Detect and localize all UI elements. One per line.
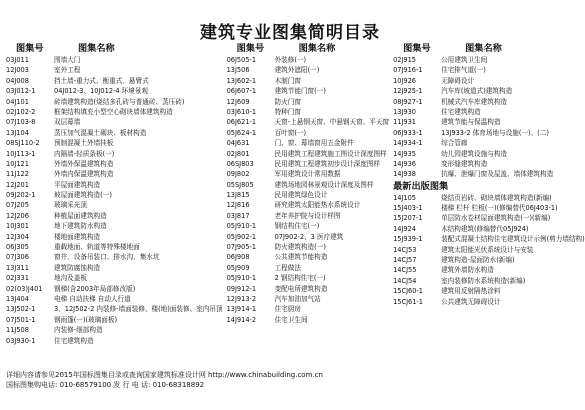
atlas-row (227, 221, 389, 231)
atlas-row (227, 211, 389, 221)
atlas-code: 14J924 (393, 224, 416, 233)
header-code: 图集号 (16, 43, 44, 54)
atlas-row (6, 159, 223, 169)
atlas-name: 07J902-2、3 医疗建筑 (274, 232, 344, 241)
atlas-name: 挡土墙-重力式、衡重式、悬臂式 (54, 76, 149, 85)
atlas-name: 幼儿园建筑设施与构造 (441, 149, 508, 158)
header-name: 图集名称 (465, 43, 502, 54)
atlas-code: 12J609 (226, 97, 250, 106)
atlas-row (393, 286, 585, 296)
atlas-code: 14J934-1 (393, 139, 423, 148)
atlas-name: 烧结页岩砖、砌块墙体建筑构造(新编) (441, 193, 552, 202)
atlas-row (227, 65, 389, 75)
footer-phone-line: 国标图集购电话: 010-68579100 发 行 电 话: 010-68318892 (6, 381, 205, 389)
atlas-row (393, 265, 585, 275)
atlas-code: 15J939-1 (393, 235, 423, 244)
atlas-row (6, 232, 223, 242)
catalog-columns (6, 43, 585, 361)
atlas-name: 框架结构填充小型空心砌块墙体建筑构造 (54, 107, 173, 116)
atlas-row (6, 284, 223, 294)
atlas-row (393, 245, 585, 255)
atlas-row (227, 180, 389, 190)
atlas-code: 03J012-1 (6, 87, 36, 96)
atlas-name: 窗井、设备吊装口、排水沟、集水坑 (54, 253, 160, 262)
atlas-row (6, 138, 223, 148)
atlas-row (6, 169, 223, 179)
atlas-code: 06J621-1 (226, 118, 257, 127)
atlas-row (393, 128, 585, 138)
atlas-name: 特种门窗 (274, 107, 301, 116)
atlas-code: 15CJ61-1 (393, 297, 423, 306)
atlas-name: 机械式汽车库建筑构造 (441, 97, 508, 106)
atlas-code: 05J909 (226, 263, 250, 272)
atlas-code: 13J311 (6, 263, 29, 272)
atlas-code: 14J914-2 (226, 315, 257, 324)
atlas-name: 楼梯 栏杆 栏板(一)(修编替代06J403-1) (441, 204, 558, 213)
header-code: 图集号 (236, 43, 265, 54)
atlas-row (227, 97, 389, 107)
atlas-code: 13J914-1 (226, 305, 257, 314)
atlas-row (393, 234, 585, 244)
atlas-name: 3、12J502-2 内装修-墙面装修、楼(地)面装修、室内吊顶 (54, 305, 223, 314)
atlas-code: 14J935 (393, 149, 416, 158)
atlas-row (6, 200, 223, 210)
atlas-code: 12J304 (6, 232, 29, 241)
atlas-name: 蒸压加气混凝土砌块、板材构造 (54, 128, 147, 137)
atlas-name: 防火建筑构造(一) (274, 243, 326, 252)
atlas-code: 13J602-1 (226, 76, 257, 85)
atlas-row (227, 86, 389, 96)
atlas-row (227, 232, 389, 242)
atlas-code: 07J306 (6, 253, 29, 262)
atlas-code: 13J506 (226, 66, 250, 75)
atlas-code: 06J933-1 (393, 128, 423, 137)
atlas-name: 老年养护院与设计样图 (274, 211, 341, 220)
atlas-row (6, 294, 223, 304)
atlas-row (6, 180, 223, 190)
atlas-row (393, 76, 585, 86)
atlas-code: 03J610-1 (226, 107, 257, 116)
atlas-name: 2 钢结构住宅(一) (274, 274, 326, 283)
atlas-code: 15J207-1 (393, 214, 423, 223)
atlas-name: 室内装修防水系统构造(新编) (441, 276, 526, 285)
atlas-name: 木结构建筑(修编替代05J924) (441, 224, 529, 233)
atlas-list (393, 55, 585, 180)
atlas-code: 02(03)J401 (6, 284, 43, 293)
atlas-row (227, 149, 389, 159)
atlas-name: 防火门窗 (274, 97, 301, 106)
atlas-row (227, 304, 389, 314)
atlas-row (227, 138, 389, 148)
atlas-name: 13J933-2 体育场地与设施(一)、(二) (441, 128, 549, 137)
atlas-row (227, 55, 389, 65)
atlas-row (393, 203, 585, 213)
atlas-name: 坡屋面建筑构造(一) (54, 191, 112, 200)
atlas-name: 建筑防腐蚀构造 (54, 263, 101, 272)
new-publications-heading: 最新出版图集 (393, 180, 449, 192)
atlas-row (393, 224, 585, 234)
atlas-code: 03J930-1 (6, 336, 36, 345)
atlas-name: 木制门窗 (274, 76, 301, 85)
header-name: 图集名称 (78, 43, 115, 54)
atlas-code: 06J607-1 (226, 87, 257, 96)
atlas-row (227, 284, 389, 294)
atlas-name: 住宅卫生间 (274, 315, 308, 324)
atlas-row (6, 65, 223, 75)
atlas-row (227, 242, 389, 252)
atlas-code: 02J801 (226, 149, 250, 158)
atlas-name: 研究建筑太阳能热水系统设计 (274, 201, 361, 210)
atlas-row (227, 263, 389, 273)
atlas-name: 建筑节能门窗(一) (274, 87, 326, 96)
atlas-name: 变配电所建筑构造 (274, 284, 328, 293)
atlas-row (227, 117, 389, 127)
atlas-code: 12J206 (6, 211, 29, 220)
atlas-code: 11J122 (6, 170, 29, 179)
atlas-row (227, 159, 389, 169)
atlas-code: 09J202-1 (6, 191, 36, 200)
atlas-row (393, 276, 585, 286)
atlas-name: 公共建筑无障碍设计 (441, 297, 501, 306)
atlas-code: 04J101 (6, 97, 29, 106)
atlas-name: 建筑太阳能光伏系统设计与安装 (441, 245, 534, 254)
atlas-name: 汽车加油加气站 (274, 294, 321, 303)
column-header (393, 43, 585, 55)
new-atlas-list (393, 193, 585, 307)
atlas-code: 14CJ54 (393, 276, 417, 285)
atlas-name: 建筑节能与保温构造 (441, 118, 501, 127)
atlas-code: 05J624-1 (226, 128, 257, 137)
column-1 (6, 43, 223, 361)
atlas-name: 建筑外遮阳(一) (274, 66, 320, 75)
column-2 (227, 43, 389, 361)
atlas-code: 13J930 (393, 107, 416, 116)
atlas-row (6, 190, 223, 200)
atlas-name: 建筑外墙防水构造 (441, 266, 494, 275)
atlas-name: 单层防水卷材屋面建筑构造(一)(新编) (441, 214, 551, 223)
atlas-code: 07J905-1 (226, 243, 257, 252)
atlas-code: 12J925-1 (393, 87, 423, 96)
atlas-row (6, 97, 223, 107)
atlas-code: 15CJ60-1 (393, 287, 423, 296)
atlas-name: 建筑场地园林景观设计深度及图样 (274, 180, 374, 189)
atlas-name: 重载地面、轨道等特殊楼地面 (54, 243, 140, 252)
atlas-code: 05J902-1 (226, 232, 257, 241)
atlas-name: 住宅排气道(一) (441, 66, 486, 75)
atlas-code: 08SJ110-2 (6, 139, 40, 148)
atlas-code: 10J301 (6, 222, 29, 231)
atlas-row (6, 252, 223, 262)
atlas-row (393, 55, 585, 65)
atlas-code: 11J508 (6, 326, 29, 335)
atlas-name: 玻璃采光顶 (54, 201, 87, 210)
atlas-row (6, 149, 223, 159)
atlas-code: 05SJ805 (226, 180, 254, 189)
atlas-code: 14CJ57 (393, 256, 417, 265)
atlas-name: 钢结构住宅(一) (274, 222, 320, 231)
atlas-row (6, 128, 223, 138)
atlas-name: 砖墙建筑构造(烧结多孔砖与普通砖、蒸压砖) (54, 97, 185, 106)
atlas-row (6, 76, 223, 86)
atlas-row (393, 149, 585, 159)
atlas-name: 百叶窗(一) (274, 128, 307, 137)
column-header (227, 43, 389, 55)
atlas-row (393, 97, 585, 107)
atlas-code: 12J201 (6, 180, 29, 189)
atlas-row (6, 315, 223, 325)
atlas-row (393, 193, 585, 203)
atlas-code: 07J501-1 (6, 315, 36, 324)
atlas-code: 14CJ53 (393, 245, 417, 254)
atlas-name: 装配式混凝土结构住宅建筑设计示例(剪力墙结构) (441, 235, 585, 244)
atlas-name: 双层幕墙 (54, 118, 81, 127)
column-3 (393, 43, 585, 361)
atlas-code: 09J912-1 (226, 284, 257, 293)
atlas-row (393, 169, 585, 179)
atlas-name: 住宅厨房 (274, 305, 301, 314)
atlas-name: 变形缝建筑构造 (441, 159, 488, 168)
atlas-row (6, 325, 223, 335)
atlas-name: 综合管廊 (441, 139, 468, 148)
atlas-code: 06J908 (226, 253, 250, 262)
atlas-row (227, 107, 389, 117)
atlas-code: 02J331 (6, 274, 29, 283)
atlas-code: 13J104 (6, 128, 29, 137)
atlas-code: 13J404 (6, 294, 29, 303)
atlas-name: 地下建筑防水构造 (54, 222, 107, 231)
atlas-name: 电梯 自动扶梯 自动人行道 (54, 294, 131, 303)
atlas-code: 07J916-1 (393, 66, 423, 75)
atlas-code: 02J102-2 (6, 107, 36, 116)
page-title: 建筑专业图集简明目录 (200, 23, 380, 43)
footer-website-line: 详细内容请参见2015年国标图集目录或查询国家建筑标准设计网 http://www.chinabuilding.com.cn (6, 371, 323, 379)
atlas-name: 内装修-细部构造 (54, 326, 103, 335)
atlas-code: 10J113-1 (6, 149, 36, 158)
atlas-name: 建筑构造-屋面防水(新编) (441, 256, 515, 265)
atlas-name: 钢梯(含2003年局部修改版) (54, 284, 136, 293)
atlas-list (227, 55, 389, 325)
atlas-row (6, 55, 223, 65)
atlas-code: 05J910-1 (226, 222, 257, 231)
atlas-row (6, 304, 223, 314)
atlas-name: 平屋面建筑构造 (54, 180, 101, 189)
atlas-name: 楼地面建筑构造 (54, 232, 101, 241)
footer (6, 370, 574, 390)
atlas-code: 14J105 (393, 193, 416, 202)
atlas-code: 14CJ55 (393, 266, 417, 275)
atlas-code: 09J802 (226, 170, 250, 179)
atlas-code: 12J816 (226, 201, 250, 210)
atlas-row (227, 76, 389, 86)
atlas-name: 种植屋面建筑构造 (54, 211, 107, 220)
atlas-code: 12J913-2 (226, 294, 257, 303)
atlas-name: 天窗-上悬钢天窗、中悬钢天窗、平天窗 (274, 118, 390, 127)
atlas-code: 08J927-1 (393, 97, 423, 106)
atlas-name: 内隔墙-轻质条板(一) (54, 149, 115, 158)
atlas-code: 06SJ803 (226, 159, 254, 168)
atlas-code: 03J817 (226, 211, 250, 220)
atlas-name: 地沟及盖板 (54, 274, 87, 283)
atlas-name: 外墙内保温建筑构造 (54, 170, 114, 179)
atlas-code: 03J011 (6, 56, 29, 64)
atlas-name: 汽车库(坡道式)建筑构造 (441, 87, 513, 96)
atlas-code: 13J815 (226, 191, 250, 200)
atlas-name: 公用建筑卫生间 (441, 56, 488, 64)
atlas-code: 10J926 (393, 76, 416, 85)
atlas-name: 住宅建筑构造 (54, 336, 94, 345)
atlas-row (6, 107, 223, 117)
atlas-code: 07J103-8 (6, 118, 36, 127)
atlas-name: 住宅建筑构造 (441, 107, 481, 116)
atlas-name: 民用建筑绿色设计 (274, 191, 328, 200)
atlas-name: 民用建筑工程建筑施工图设计深度图样 (274, 149, 387, 158)
atlas-code: 10J121 (6, 159, 29, 168)
atlas-name: 钢雨篷(一)(玻璃面板) (54, 315, 118, 324)
atlas-row (6, 336, 223, 346)
header-name: 图集名称 (298, 43, 336, 54)
atlas-code: 12J003 (6, 66, 29, 75)
atlas-row (393, 297, 585, 307)
atlas-name: 无障碍设计 (441, 76, 475, 85)
atlas-row (6, 263, 223, 273)
atlas-row (393, 255, 585, 265)
atlas-row (227, 315, 389, 325)
atlas-row (227, 273, 389, 283)
atlas-code: 13J502-1 (6, 305, 36, 314)
atlas-row (393, 65, 585, 75)
atlas-code: 04J008 (6, 76, 29, 85)
atlas-row (393, 138, 585, 148)
atlas-code: 07J205 (6, 201, 29, 210)
atlas-name: 抗爆、泄爆门窗及屋盖、墙体建筑构造 (441, 170, 554, 179)
atlas-row (6, 211, 223, 221)
atlas-row (6, 221, 223, 231)
atlas-code: 15J403-1 (393, 204, 423, 213)
atlas-name: 外装修(一) (274, 56, 307, 64)
atlas-code: 06J305 (6, 243, 29, 252)
atlas-row (393, 213, 585, 223)
atlas-name: 公共建筑节能构造 (274, 253, 328, 262)
atlas-name: 建筑用反射隔热涂料 (441, 287, 501, 296)
atlas-row (393, 117, 585, 127)
header-code: 图集号 (403, 43, 431, 54)
atlas-row (227, 169, 389, 179)
atlas-row (393, 86, 585, 96)
atlas-name: 门、窗、幕墙窗用五金附件 (274, 139, 354, 148)
atlas-row (227, 252, 389, 262)
atlas-name: 室外工程 (54, 66, 81, 75)
atlas-code: 14J936 (393, 159, 416, 168)
atlas-code: 06J505-1 (226, 56, 257, 64)
atlas-row (393, 159, 585, 169)
atlas-name: 围墙大门 (54, 56, 81, 64)
atlas-code: 14J938 (393, 170, 416, 179)
atlas-code: 11J931 (393, 118, 416, 127)
atlas-row (227, 190, 389, 200)
atlas-name: 外墙外保温建筑构造 (54, 159, 114, 168)
atlas-row (6, 86, 223, 96)
atlas-code: 04J631 (226, 139, 250, 148)
atlas-row (227, 200, 389, 210)
atlas-name: 民用建筑工程建筑初步设计深度图样 (274, 159, 381, 168)
atlas-row (393, 107, 585, 117)
atlas-row (6, 117, 223, 127)
atlas-name: 04J012-3、10J012-4 环境景观 (54, 87, 149, 96)
atlas-name: 军用建筑设计常用数据 (274, 170, 341, 179)
atlas-code: 05J910-1 (226, 274, 257, 283)
atlas-name: 预制混凝土外墙挂板 (54, 139, 114, 148)
atlas-row (6, 242, 223, 252)
atlas-row (6, 273, 223, 283)
atlas-row (227, 294, 389, 304)
atlas-row (227, 128, 389, 138)
column-header (6, 43, 223, 55)
atlas-name: 工程做法 (274, 263, 301, 272)
atlas-list (6, 55, 223, 346)
atlas-code: 02J915 (393, 56, 416, 64)
